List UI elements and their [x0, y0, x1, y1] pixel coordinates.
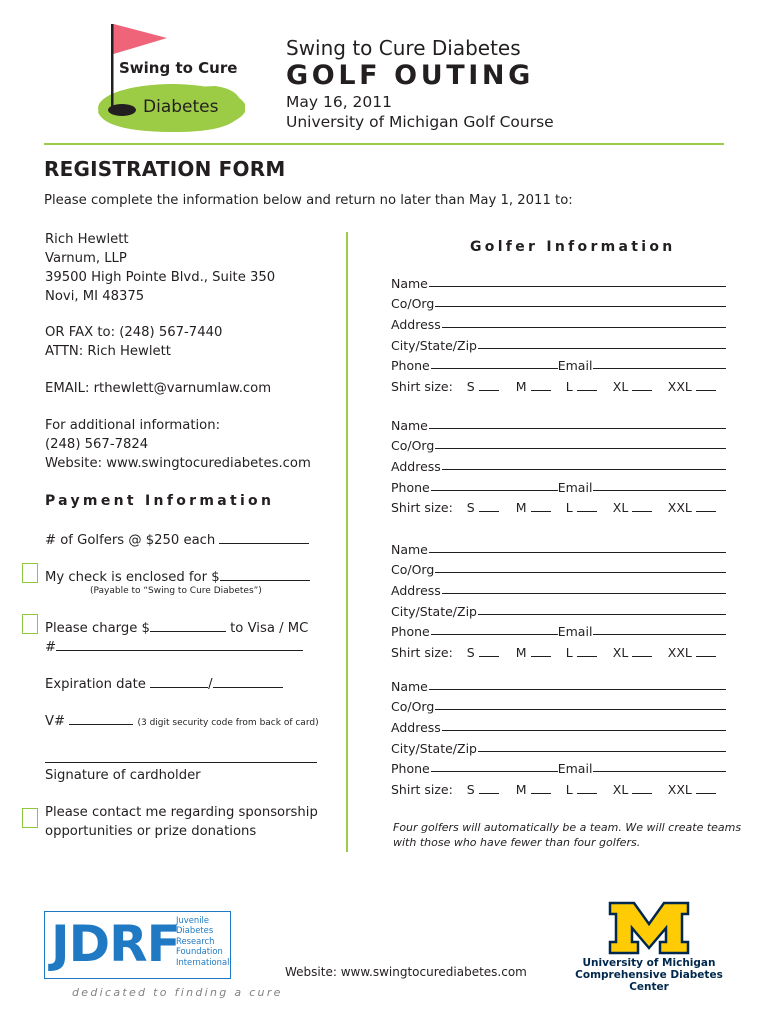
info-block: [45, 416, 311, 473]
shirt-size-l[interactable]: L: [566, 379, 613, 394]
shirt-size-xl[interactable]: XL: [613, 782, 668, 797]
event-name: Swing to Cure Diabetes: [286, 36, 521, 60]
address-line[interactable]: [442, 469, 726, 470]
expiration-separator: /: [208, 677, 213, 692]
shirt-size-label: Shirt size:: [391, 782, 453, 798]
signature-label: Signature of cardholder: [45, 768, 201, 783]
form-title: REGISTRATION FORM: [44, 157, 286, 181]
co-org-label: Co/Org: [391, 296, 435, 312]
phone-label: Phone: [391, 761, 430, 777]
city-line[interactable]: [478, 348, 726, 349]
shirt-size-xl[interactable]: XL: [613, 645, 668, 660]
jdrf-logo-subtitle: [176, 915, 229, 967]
shirt-size-m[interactable]: M: [516, 379, 566, 394]
address-field[interactable]: [391, 577, 726, 598]
city-label: City/State/Zip: [391, 603, 477, 619]
shirt-size-xl[interactable]: XL: [613, 500, 668, 515]
check-enclosed-checkbox[interactable]: [22, 563, 38, 583]
phone-email-field[interactable]: [391, 353, 726, 374]
address-line[interactable]: [442, 593, 726, 594]
check-enclosed-label: My check is enclosed for $: [45, 570, 220, 585]
card-hash-label: #: [45, 640, 57, 655]
expiration-field[interactable]: [45, 674, 283, 694]
co-org-field[interactable]: [391, 433, 726, 454]
shirt-size-s[interactable]: S: [467, 500, 516, 515]
phone-email-field[interactable]: [391, 474, 726, 495]
fax-block: [45, 323, 222, 361]
jdrf-sub-line: Foundation: [176, 946, 223, 957]
fax-attn: ATTN: Rich Hewlett: [45, 344, 171, 359]
footer-website: Website: www.swingtocurediabetes.com: [285, 965, 527, 979]
name-field[interactable]: [391, 673, 726, 694]
name-label: Name: [391, 417, 428, 433]
shirt-size-xxl[interactable]: XXL: [668, 782, 716, 797]
phone-line[interactable]: [431, 634, 558, 635]
security-code-note: (3 digit security code from back of card): [137, 718, 319, 728]
address-label: Address: [391, 720, 441, 736]
umich-logo-m: [608, 900, 690, 956]
shirt-size-m[interactable]: M: [516, 782, 566, 797]
charge-card-type: to Visa / MC: [230, 621, 309, 636]
email-label: Email: [557, 761, 593, 777]
address-field[interactable]: [391, 714, 726, 735]
card-number-line[interactable]: [56, 637, 303, 651]
event-date: May 16, 2011: [286, 93, 392, 111]
expiration-label: Expiration date: [45, 677, 146, 692]
shirt-size-label: Shirt size:: [391, 645, 453, 661]
name-line[interactable]: [429, 552, 726, 553]
shirt-size-xxl[interactable]: XXL: [668, 500, 716, 515]
header-divider: [44, 143, 724, 145]
shirt-size-row: [391, 776, 726, 797]
shirt-size-l[interactable]: L: [566, 645, 613, 660]
team-note-line-2: with those who have fewer than four golfers.: [393, 836, 641, 849]
email-line[interactable]: [593, 368, 726, 369]
address-label: Address: [391, 583, 441, 599]
charge-card-field[interactable]: [45, 618, 308, 638]
security-code-label: V#: [45, 714, 66, 729]
contact-line: Varnum, LLP: [45, 251, 127, 266]
golfer-3-block: [391, 536, 726, 660]
golfers-count-field[interactable]: [45, 530, 309, 550]
event-venue: University of Michigan Golf Course: [286, 113, 554, 131]
logo-text-diabetes: Diabetes: [143, 97, 219, 117]
contact-block: [45, 230, 275, 306]
team-note-line-1: Four golfers will automatically be a team. We will create teams: [393, 821, 742, 834]
name-line[interactable]: [429, 689, 726, 690]
card-number-field[interactable]: [45, 637, 303, 657]
umich-center-name: [569, 957, 729, 993]
city-label: City/State/Zip: [391, 337, 477, 353]
name-label: Name: [391, 678, 428, 694]
name-field[interactable]: [391, 536, 726, 557]
city-label: City/State/Zip: [391, 740, 477, 756]
email-line[interactable]: [593, 634, 726, 635]
form-instructions: Please complete the information below and return no later than May 1, 2011 to:: [44, 193, 573, 208]
phone-email-field[interactable]: [391, 756, 726, 777]
address-line[interactable]: [442, 730, 726, 731]
jdrf-sub-line: Juvenile: [176, 915, 210, 925]
city-field[interactable]: [391, 735, 726, 756]
phone-label: Phone: [391, 624, 430, 640]
expiration-year-line[interactable]: [213, 674, 283, 688]
co-org-field[interactable]: [391, 291, 726, 312]
charge-label: Please charge $: [45, 621, 150, 636]
co-org-field[interactable]: [391, 557, 726, 578]
signature-line[interactable]: [45, 762, 317, 763]
event-logo: [95, 20, 245, 135]
shirt-size-m[interactable]: M: [516, 645, 566, 660]
shirt-size-label: Shirt size:: [391, 379, 453, 395]
golfer-4-block: [391, 673, 726, 797]
contact-line: 39500 High Pointe Blvd., Suite 350: [45, 270, 276, 285]
city-field[interactable]: [391, 332, 726, 353]
sponsorship-line-2: opportunities or prize donations: [45, 824, 257, 839]
team-note: [393, 820, 741, 850]
contact-email: EMAIL: rthewlett@varnumlaw.com: [45, 381, 272, 396]
charge-amount-line[interactable]: [150, 618, 226, 632]
phone-label: Phone: [391, 479, 430, 495]
shirt-size-s[interactable]: S: [467, 782, 516, 797]
column-divider: [346, 232, 348, 852]
shirt-size-row: [391, 373, 726, 394]
block-m-icon: [608, 900, 690, 956]
charge-card-checkbox[interactable]: [22, 614, 38, 634]
co-org-label: Co/Org: [391, 562, 435, 578]
logo-text-swing: Swing to Cure: [119, 59, 238, 77]
security-code-line[interactable]: [69, 711, 133, 725]
email-label: Email: [557, 358, 593, 374]
info-heading: For additional information:: [45, 418, 221, 433]
shirt-size-row: [391, 495, 726, 516]
golfer-2-block: [391, 412, 726, 515]
shirt-size-l[interactable]: L: [566, 500, 613, 515]
shirt-size-xxl[interactable]: XXL: [668, 379, 716, 394]
phone-line[interactable]: [431, 490, 558, 491]
jdrf-sub-line: Research: [176, 935, 215, 946]
name-field[interactable]: [391, 412, 726, 433]
shirt-size-m[interactable]: M: [516, 500, 566, 515]
address-label: Address: [391, 459, 441, 475]
name-field[interactable]: [391, 270, 726, 291]
golfers-count-label: # of Golfers @ $250 each: [45, 533, 216, 548]
name-line[interactable]: [429, 428, 726, 429]
check-enclosed-field[interactable]: [45, 567, 310, 587]
co-org-label: Co/Org: [391, 699, 435, 715]
shirt-size-xl[interactable]: XL: [613, 379, 668, 394]
city-line[interactable]: [478, 751, 726, 752]
phone-email-field[interactable]: [391, 619, 726, 640]
co-org-label: Co/Org: [391, 438, 435, 454]
shirt-size-label: Shirt size:: [391, 500, 453, 516]
jdrf-sub-line: Diabetes: [176, 925, 214, 936]
shirt-size-xxl[interactable]: XXL: [668, 645, 716, 660]
phone-label: Phone: [391, 358, 430, 374]
sponsorship-line-1: Please contact me regarding sponsorship: [45, 805, 318, 820]
co-org-line[interactable]: [435, 709, 726, 710]
fax-number: OR FAX to: (248) 567-7440: [45, 325, 223, 340]
email-label: Email: [557, 624, 593, 640]
contact-line: Novi, MI 48375: [45, 289, 145, 304]
event-title: GOLF OUTING: [286, 60, 534, 91]
jdrf-sub-line: International: [176, 956, 230, 967]
address-field[interactable]: [391, 311, 726, 332]
shirt-size-l[interactable]: L: [566, 782, 613, 797]
payable-note: (Payable to “Swing to Cure Diabetes”): [90, 586, 262, 596]
name-label: Name: [391, 275, 428, 291]
shirt-size-s[interactable]: S: [467, 379, 516, 394]
phone-line[interactable]: [431, 771, 558, 772]
city-field[interactable]: [391, 598, 726, 619]
security-code-field[interactable]: [45, 711, 319, 733]
shirt-size-row: [391, 639, 726, 660]
co-org-line[interactable]: [435, 448, 726, 449]
address-label: Address: [391, 317, 441, 333]
address-field[interactable]: [391, 453, 726, 474]
golf-flag-icon: [95, 20, 245, 135]
name-line[interactable]: [429, 286, 726, 287]
sponsorship-contact-checkbox[interactable]: [22, 808, 38, 828]
co-org-line[interactable]: [435, 306, 726, 307]
expiration-month-line[interactable]: [150, 674, 208, 688]
info-phone: (248) 567-7824: [45, 437, 149, 452]
sponsorship-contact-label: [45, 803, 318, 841]
email-line[interactable]: [593, 771, 726, 772]
address-line[interactable]: [442, 327, 726, 328]
email-line[interactable]: [593, 490, 726, 491]
info-website: Website: www.swingtocurediabetes.com: [45, 456, 311, 471]
payment-heading: Payment Information: [45, 493, 275, 509]
umich-name-line-2: Comprehensive Diabetes Center: [575, 969, 723, 993]
golfer-heading: Golfer Information: [470, 239, 676, 255]
co-org-line[interactable]: [435, 572, 726, 573]
golfer-1-block: [391, 270, 726, 394]
co-org-field[interactable]: [391, 694, 726, 715]
jdrf-tagline: dedicated to finding a cure: [72, 986, 283, 999]
contact-line: Rich Hewlett: [45, 232, 129, 247]
phone-line[interactable]: [431, 368, 558, 369]
jdrf-logo-letters: JDRF: [51, 915, 180, 973]
email-label: Email: [557, 479, 593, 495]
umich-name-line-1: University of Michigan: [582, 957, 716, 969]
golfers-count-line[interactable]: [219, 530, 309, 544]
name-label: Name: [391, 541, 428, 557]
check-amount-line[interactable]: [220, 567, 310, 581]
shirt-size-s[interactable]: S: [467, 645, 516, 660]
city-line[interactable]: [478, 614, 726, 615]
